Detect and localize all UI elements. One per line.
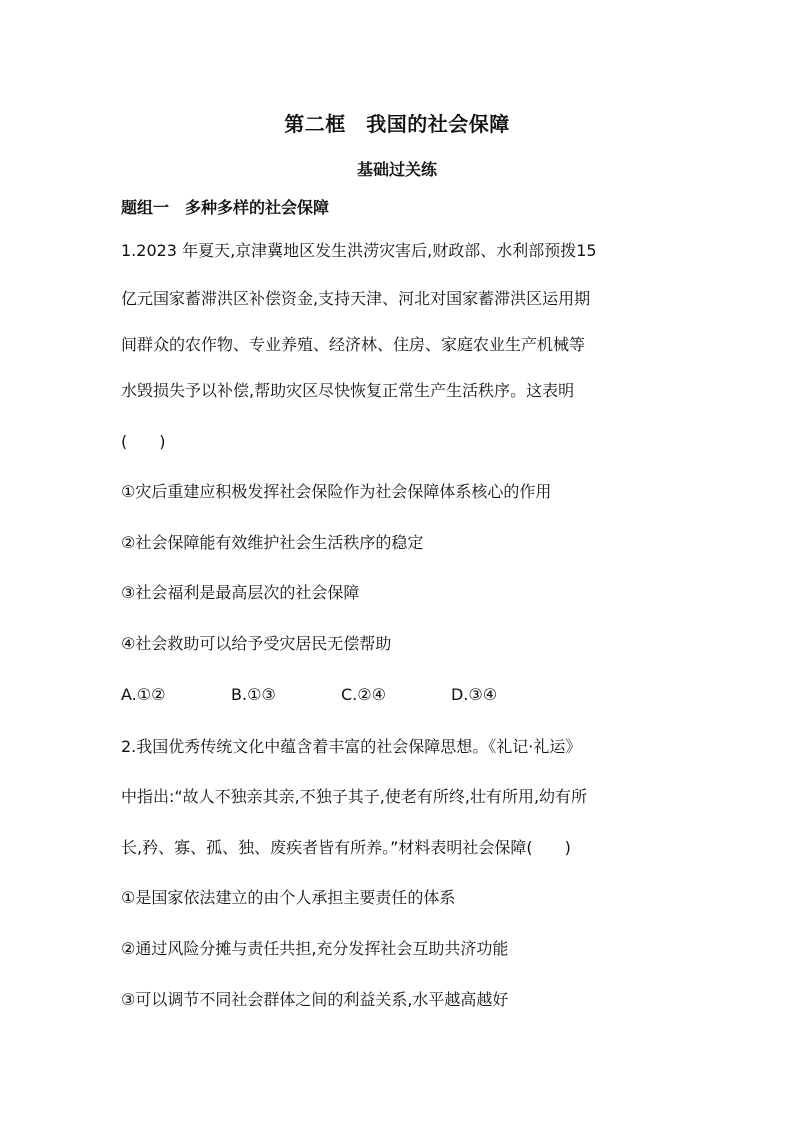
q1-item-3: ③社会福利是最高层次的社会保障: [121, 583, 360, 602]
q1-stem-line-3: 间群众的农作物、专业养殖、经济林、住房、家庭农业生产机械等: [121, 335, 586, 354]
page-title: 第二框 我国的社会保障: [284, 112, 510, 136]
q2-item-2: ②通过风险分摊与责任共担,充分发挥社会互助共济功能: [121, 939, 509, 958]
section-heading: 题组一 多种多样的社会保障: [121, 198, 330, 217]
q1-option-a: A.①②: [121, 685, 166, 704]
q1-item-4: ④社会救助可以给予受灾居民无偿帮助: [121, 634, 392, 653]
q2-stem-line-3: 长,矜、寡、孤、独、废疾者皆有所养。”材料表明社会保障( ): [121, 838, 571, 857]
q1-item-1: ①灾后重建应积极发挥社会保险作为社会保障体系核心的作用: [121, 482, 552, 501]
q1-stem-line-4: 水毁损失予以补偿,帮助灾区尽快恢复正常生产生活秩序。这表明: [121, 381, 575, 400]
q2-item-1: ①是国家依法建立的由个人承担主要责任的体系: [121, 888, 456, 907]
page-subtitle: 基础过关练: [356, 160, 437, 179]
q1-option-b: B.①③: [231, 685, 276, 704]
q1-item-2: ②社会保障能有效维护社会生活秩序的稳定: [121, 533, 424, 552]
q1-stem-line-2: 亿元国家蓄滞洪区补偿资金,支持天津、河北对国家蓄滞洪区运用期: [121, 289, 591, 308]
q2-stem-line-1: 2.我国优秀传统文化中蕴含着丰富的社会保障思想。《礼记·礼运》: [121, 737, 582, 756]
q1-option-c: C.②④: [341, 685, 386, 704]
q1-options: [121, 685, 561, 704]
q2-item-3: ③可以调节不同社会群体之间的利益关系,水平越高越好: [121, 990, 509, 1009]
q1-option-d: D.③④: [451, 685, 498, 704]
q1-stem-line-1: 1.2023 年夏天,京津冀地区发生洪涝灾害后,财政部、水利部预拨15: [121, 241, 597, 260]
q1-answer-blank: ( ): [121, 432, 166, 451]
q2-stem-line-2: 中指出:“故人不独亲其亲,不独子其子,使老有所终,壮有所用,幼有所: [121, 787, 588, 806]
